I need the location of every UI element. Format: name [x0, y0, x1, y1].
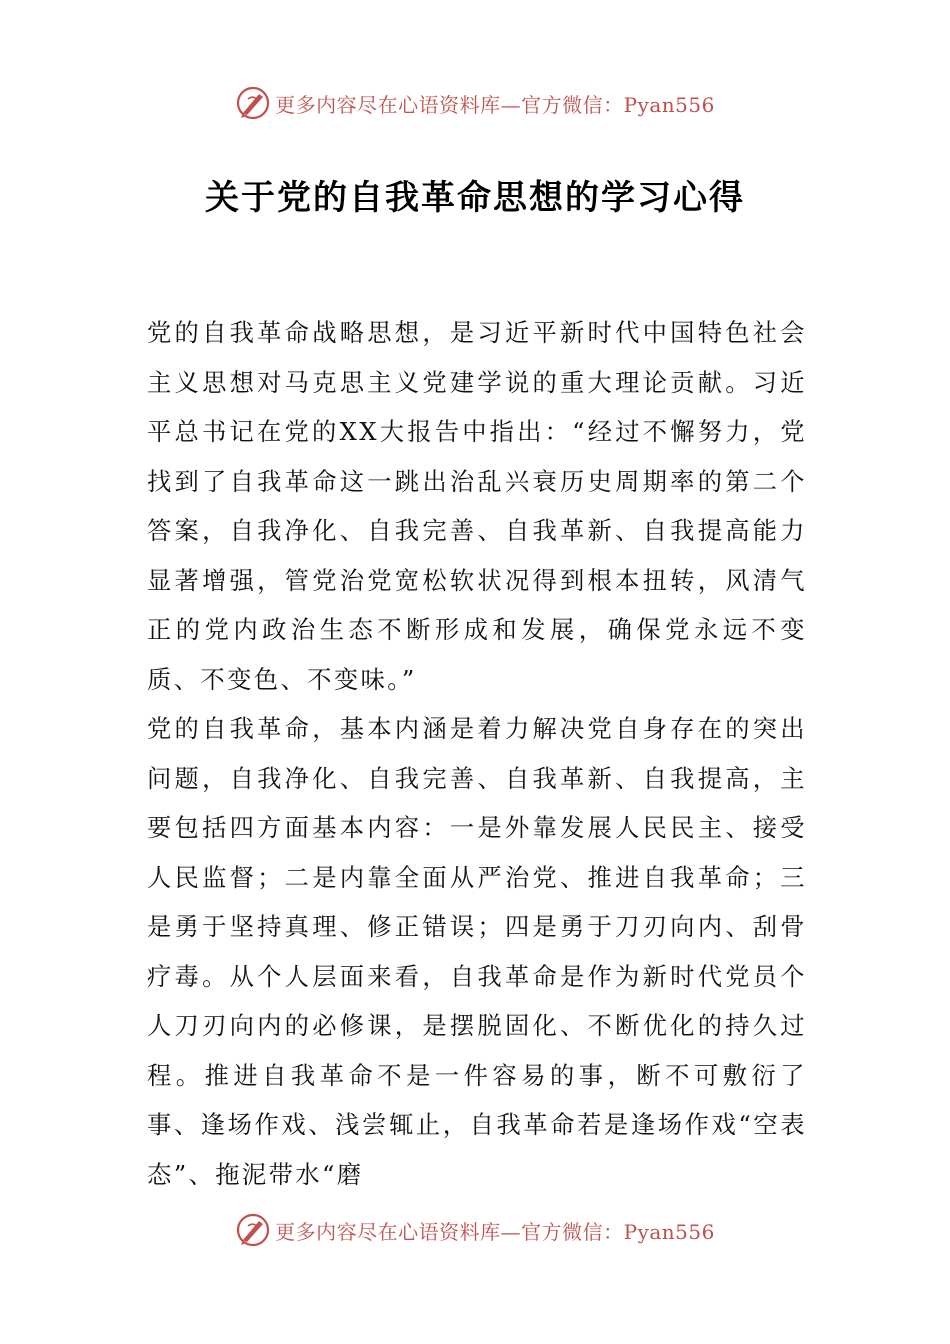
paragraph-2: 党的自我革命，基本内涵是着力解决党自身存在的突出问题，自我净化、自我完善、自我革新、自我提高，主要包括四方面基本内容：一是外靠发展人民民主、接受人民监督；二是内靠全面从严治党、推进自我革命；三是勇于坚持真理、修正错误；四是勇于刀刃向内、刮骨疗毒。从个人层面来看，自我革命是作为新时代党员个人刀刃向内的必修课，是摆脱固化、不断优化的持久过程。推进自我革命不是一件容易的事，断不可敷衍了事、逢场作戏、浅尝辄止，自我革命若是逢场作戏“空表态”、拖泥带水“磨 [147, 714, 807, 1189]
pen-in-circle-icon [235, 1212, 271, 1248]
header-watermark-banner [0, 83, 950, 123]
footer-watermark-banner [0, 1210, 950, 1250]
document-body [147, 308, 807, 1199]
document-title: 关于党的自我革命思想的学习心得 [205, 178, 745, 218]
pen-in-circle-icon [235, 85, 271, 121]
watermark-text: 更多内容尽在心语资料库—官方微信：Pyan556 [275, 1219, 715, 1244]
paragraph-1: 党的自我革命战略思想，是习近平新时代中国特色社会主义思想对马克思主义党建学说的重大理论贡献。习近平总书记在党的XX大报告中指出：“经过不懈努力，党找到了自我革命这一跳出治乱兴衰历史周期率的第二个答案，自我净化、自我完善、自我革新、自我提高能力显著增强，管党治党宽松软状况得到根本扭转，风清气正的党内政治生态不断形成和发展，确保党永远不变质、不变色、不变味。” [147, 318, 807, 694]
watermark-text: 更多内容尽在心语资料库—官方微信：Pyan556 [275, 92, 715, 117]
